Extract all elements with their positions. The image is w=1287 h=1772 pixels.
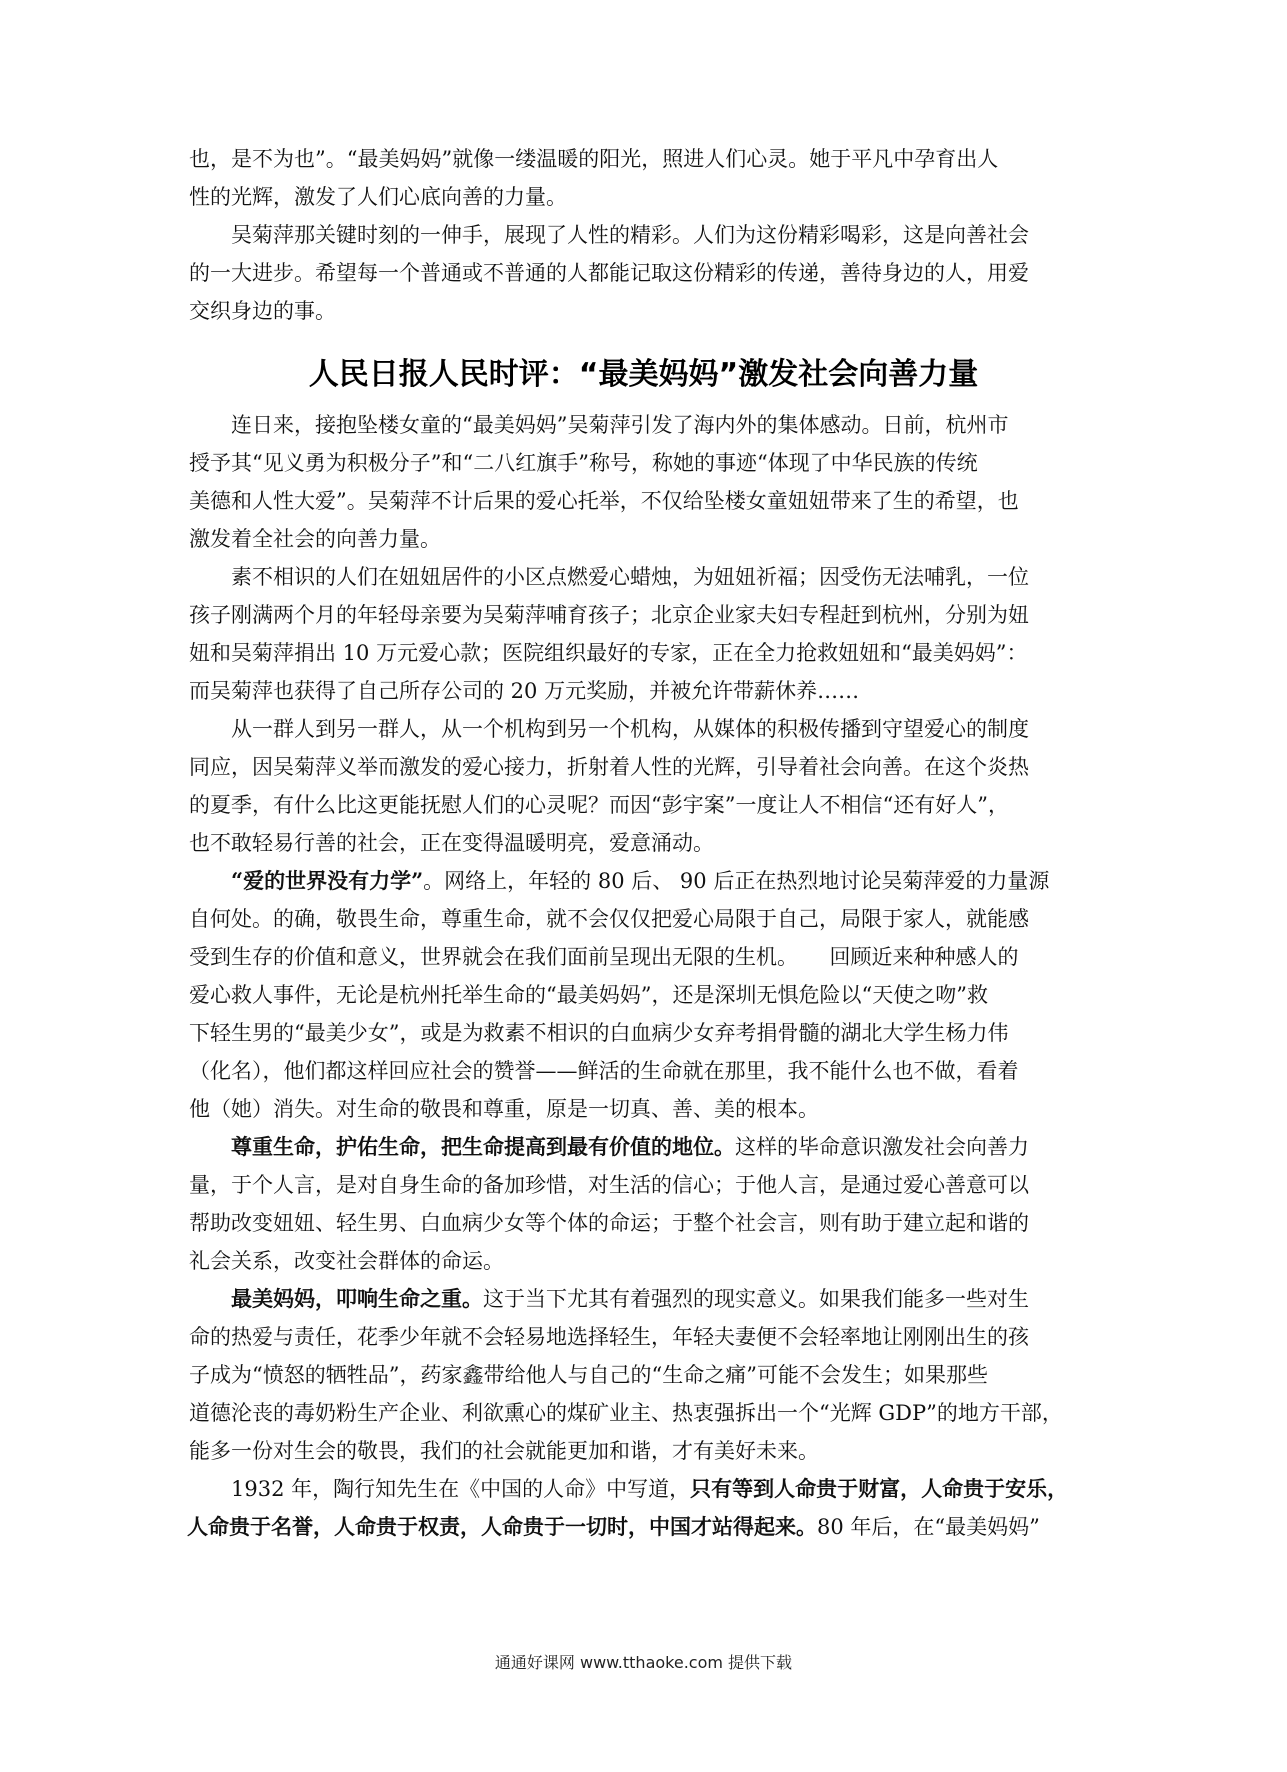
text-line: 妞和吴菊萍捐出 10 万元爱心款；医院组织最好的专家，正在全力抢救妞妞和“最美妈妈”：: [189, 641, 1028, 665]
text-line: 孩子刚满两个月的年轻母亲要为吴菊萍哺育孩子；北京企业家夫妇专程赶到杭州，分别为妞: [189, 603, 1029, 627]
text-line: 受到生存的价值和意义，世界就会在我们面前呈现出无限的生机。 回顾近来种种感人的: [189, 945, 1019, 969]
text-line: 而吴菊萍也获得了自己所存公司的 20 万元奖励，并被允许带薪休养……: [189, 679, 860, 703]
text-line: 授予其“见义勇为积极分子”和“二八红旗手”称号，称她的事迹“体现了中华民族的传统: [189, 451, 978, 475]
article-title: 人民日报人民时评：“最美妈妈”激发社会向善力量: [308, 357, 979, 392]
text-line: 能多一份对生会的敬畏，我们的社会就能更加和谐，才有美好未来。: [189, 1439, 819, 1463]
bold-lead: “爱的世界没有力学”: [231, 868, 424, 893]
paragraph-6: [189, 1280, 1099, 1470]
paragraph-3: [189, 710, 1099, 862]
text-line: 下轻生男的“最美少女”，或是为救素不相识的白血病少女弃考捐骨髓的湖北大学生杨力伟: [189, 1021, 1009, 1045]
bold-lead: 尊重生命，护佑生命，把生命提高到最有价值的地位。: [231, 1134, 735, 1159]
paragraph-conclusion: [189, 216, 1099, 330]
text-run: 这样的毕命意识激发社会向善力: [735, 1135, 1029, 1159]
text-line: [189, 1128, 1099, 1166]
text-line: 的一大进步。希望每一个普通或不普通的人都能记取这份精彩的传递，善待身边的人，用爱: [189, 261, 1029, 285]
text-run: 1932 年，陶行知先生在《中国的人命》中写道，: [231, 1477, 691, 1501]
bold-quote: 人命贵于名誉，人命贵于权责，人命贵于一切时，中国才站得起来。: [187, 1514, 817, 1539]
text-line: （化名），他们都这样回应社会的赞誉——鲜活的生命就在那里，我不能什么也不做，看着: [189, 1059, 1019, 1083]
text-line: 同应，因吴菊萍义举而激发的爱心接力，折射着人性的光辉，引导着社会向善。在这个炎热: [189, 755, 1029, 779]
paragraph-1: [189, 406, 1099, 558]
text-line: 礼会关系，改变社会群体的命运。: [189, 1249, 504, 1273]
text-run: 80 年后，在“最美妈妈”: [817, 1515, 1040, 1539]
text-line: 素不相识的人们在妞妞居件的小区点燃爱心蜡烛，为妞妞祈福；因受伤无法哺乳，一位: [231, 565, 1029, 589]
text-line: 道德沦丧的毒奶粉生产企业、利欲熏心的煤矿业主、热衷强拆出一个“光辉 GDP”的地方干部，: [189, 1401, 1063, 1425]
text-line: 的夏季，有什么比这更能抚慰人们的心灵呢？而因“彭宇案”一度让人不相信“还有好人”，: [189, 793, 1009, 817]
paragraph-intro-end: [189, 140, 1099, 216]
text-line: 连日来，接抱坠楼女童的“最美妈妈”吴菊萍引发了海内外的集体感动。日前，杭州市: [231, 413, 1009, 437]
text-run: 这于当下尤其有着强烈的现实意义。如果我们能多一些对生: [483, 1287, 1029, 1311]
paragraph-7: [189, 1470, 1099, 1546]
text-line: [189, 1470, 1099, 1508]
text-line: 子成为“愤怒的牺牲品”，药家鑫带给他人与自己的“生命之痛”可能不会发生；如果那些: [189, 1363, 988, 1387]
text-line: 命的热爱与责任，花季少年就不会轻易地选择轻生，年轻夫妻便不会轻率地让刚刚出生的孩: [189, 1325, 1029, 1349]
text-line: 吴菊萍那关键时刻的一伸手，展现了人性的精彩。人们为这份精彩喝彩，这是向善社会: [231, 223, 1029, 247]
text-line: 从一群人到另一群人，从一个机构到另一个机构，从媒体的积极传播到守望爱心的制度: [231, 717, 1029, 741]
text-line: 美德和人性大爱”。吴菊萍不计后果的爱心托举，不仅给坠楼女童妞妞带来了生的希望，也: [189, 489, 1019, 513]
text-line: [187, 1508, 1099, 1546]
text-line: 也，是不为也”。“最美妈妈”就像一缕温暖的阳光，照进人们心灵。她于平凡中孕育出人: [189, 147, 999, 171]
text-line: 帮助改变妞妞、轻生男、白血病少女等个体的命运；于整个社会言，则有助于建立起和谐的: [189, 1211, 1029, 1235]
text-line: 量，于个人言，是对自身生命的备加珍惜，对生活的信心；于他人言，是通过爱心善意可以: [189, 1173, 1029, 1197]
text-line: 交织身边的事。: [189, 299, 336, 323]
page-footer: 通通好课网 www.tthaoke.com 提供下载: [494, 1653, 793, 1672]
text-line: [189, 862, 1099, 900]
text-line: [189, 1280, 1099, 1318]
text-line: 自何处。的确，敬畏生命，尊重生命，就不会仅仅把爱心局限于自己，局限于家人，就能感: [189, 907, 1029, 931]
text-line: 激发着全社会的向善力量。: [189, 527, 441, 551]
bold-quote: 只有等到人命贵于财富，人命贵于安乐，: [690, 1476, 1069, 1501]
paragraph-2: [189, 558, 1099, 710]
paragraph-5: [189, 1128, 1099, 1280]
text-line: 性的光辉，激发了人们心底向善的力量。: [189, 185, 567, 209]
text-line: 也不敢轻易行善的社会，正在变得温暖明亮，爱意涌动。: [189, 831, 714, 855]
text-run: 。网络上，年轻的 80 后、 90 后正在热烈地讨论吴菊萍爱的力量源: [423, 869, 1050, 893]
bold-lead: 最美妈妈，叩响生命之重。: [231, 1286, 483, 1311]
text-line: 他（她）消失。对生命的敬畏和尊重，原是一切真、善、美的根本。: [189, 1097, 819, 1121]
paragraph-4: [189, 862, 1099, 1128]
text-line: 爱心救人事件，无论是杭州托举生命的“最美妈妈”，还是深圳无惧危险以“天使之吻”救: [189, 983, 988, 1007]
